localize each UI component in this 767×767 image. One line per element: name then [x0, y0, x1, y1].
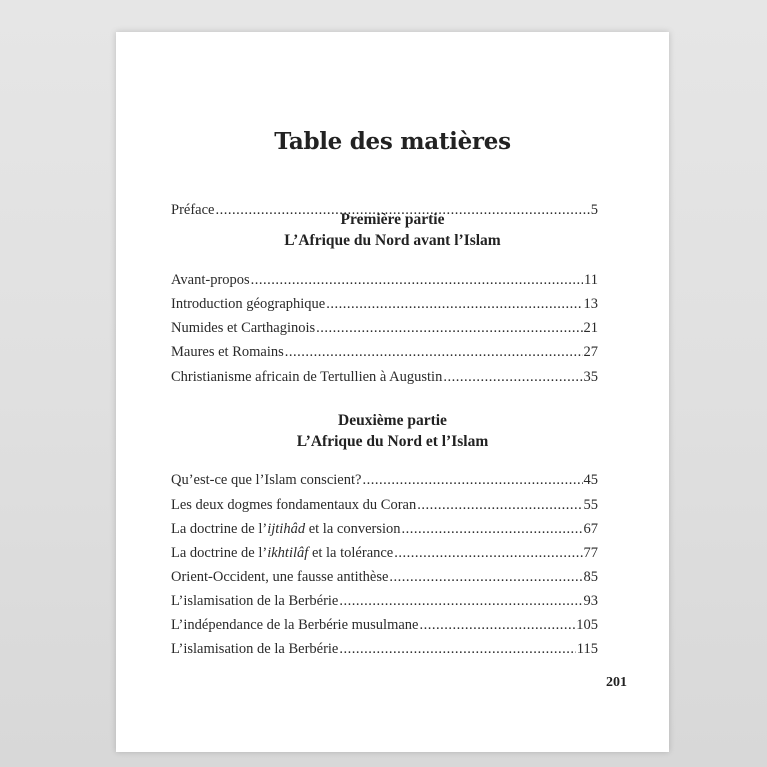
toc-entry-label: Préface	[171, 202, 215, 218]
page-number: 201	[606, 675, 627, 690]
italic-term: ijtihâd	[267, 521, 306, 537]
toc-entry-label	[171, 545, 393, 562]
dot-leader	[316, 320, 582, 337]
dot-leader	[326, 296, 582, 313]
toc-entry	[171, 369, 598, 386]
toc-entry	[171, 320, 598, 337]
page-title: Table des matières	[274, 128, 511, 155]
dot-leader	[362, 472, 582, 489]
toc-entry-page: 77	[583, 545, 598, 561]
part-two-heading	[116, 410, 669, 452]
label-text: et la tolérance	[308, 545, 394, 561]
toc-entry-label: L’indépendance de la Berbérie musulmane	[171, 617, 419, 633]
toc-entry	[171, 344, 598, 361]
toc-entry	[171, 272, 598, 289]
italic-term: ikhtilâf	[267, 545, 309, 561]
label-text: La doctrine de l’	[171, 521, 268, 537]
dot-leader	[402, 521, 583, 538]
toc-entry-page: 93	[583, 593, 598, 609]
toc-entry-page: 5	[590, 202, 598, 218]
toc-entry-label	[171, 521, 401, 538]
toc-entry-page: 27	[583, 344, 598, 360]
toc-entry-label: Orient-Occident, une fausse antithèse	[171, 569, 389, 585]
toc-entry	[171, 521, 598, 538]
toc-entry-label: Introduction géographique	[171, 296, 326, 312]
toc-entry	[171, 497, 598, 514]
part-one-label: Première partie	[340, 211, 445, 228]
toc-entry-page: 55	[583, 497, 598, 513]
toc-entry	[171, 569, 598, 586]
book-page	[116, 32, 669, 752]
dot-leader	[339, 593, 582, 610]
label-text: et la conversion	[305, 521, 401, 537]
toc-entry	[171, 593, 598, 610]
dot-leader	[419, 617, 575, 634]
part-one-heading	[116, 209, 669, 251]
dot-leader	[443, 369, 582, 386]
toc-entry-page: 45	[583, 472, 598, 488]
dot-leader	[339, 641, 575, 658]
toc-entry-page: 67	[583, 521, 598, 537]
toc-entry-label: Numides et Carthaginois	[171, 320, 316, 336]
toc-entry	[171, 472, 598, 489]
part-two-label: Deuxième partie	[338, 412, 447, 429]
part-two-subtitle: L’Afrique du Nord et l’Islam	[296, 433, 489, 450]
dot-leader	[389, 569, 582, 586]
toc-entry-label: Les deux dogmes fondamentaux du Coran	[171, 497, 417, 513]
label-text: La doctrine de l’	[171, 545, 268, 561]
toc-entry	[171, 296, 598, 313]
toc-entry-page: 21	[583, 320, 598, 336]
toc-entry-page: 11	[584, 272, 598, 288]
dot-leader	[394, 545, 582, 562]
part-one-subtitle: L’Afrique du Nord avant l’Islam	[284, 232, 501, 249]
toc-entry-page: 85	[583, 569, 598, 585]
toc-entry-page: 13	[583, 296, 598, 312]
toc-entry-label: Avant-propos	[171, 272, 250, 288]
dot-leader	[285, 344, 583, 361]
toc-entry	[171, 545, 598, 562]
toc-entry-page: 105	[576, 617, 598, 633]
toc-entry-page: 115	[576, 641, 598, 657]
toc-entry-label: Maures et Romains	[171, 344, 284, 360]
toc-entry-label: Qu’est-ce que l’Islam conscient?	[171, 472, 362, 488]
toc-entry-page: 35	[583, 369, 598, 385]
toc-entry-label: L’islamisation de la Berbérie	[171, 593, 339, 609]
toc-entry-label: Christianisme africain de Tertullien à Augustin	[171, 369, 443, 385]
toc-entry-label: L’islamisation de la Berbérie	[171, 641, 339, 657]
toc-entry	[171, 617, 598, 634]
dot-leader	[417, 497, 582, 514]
dot-leader	[251, 272, 583, 289]
toc-entry	[171, 641, 598, 658]
